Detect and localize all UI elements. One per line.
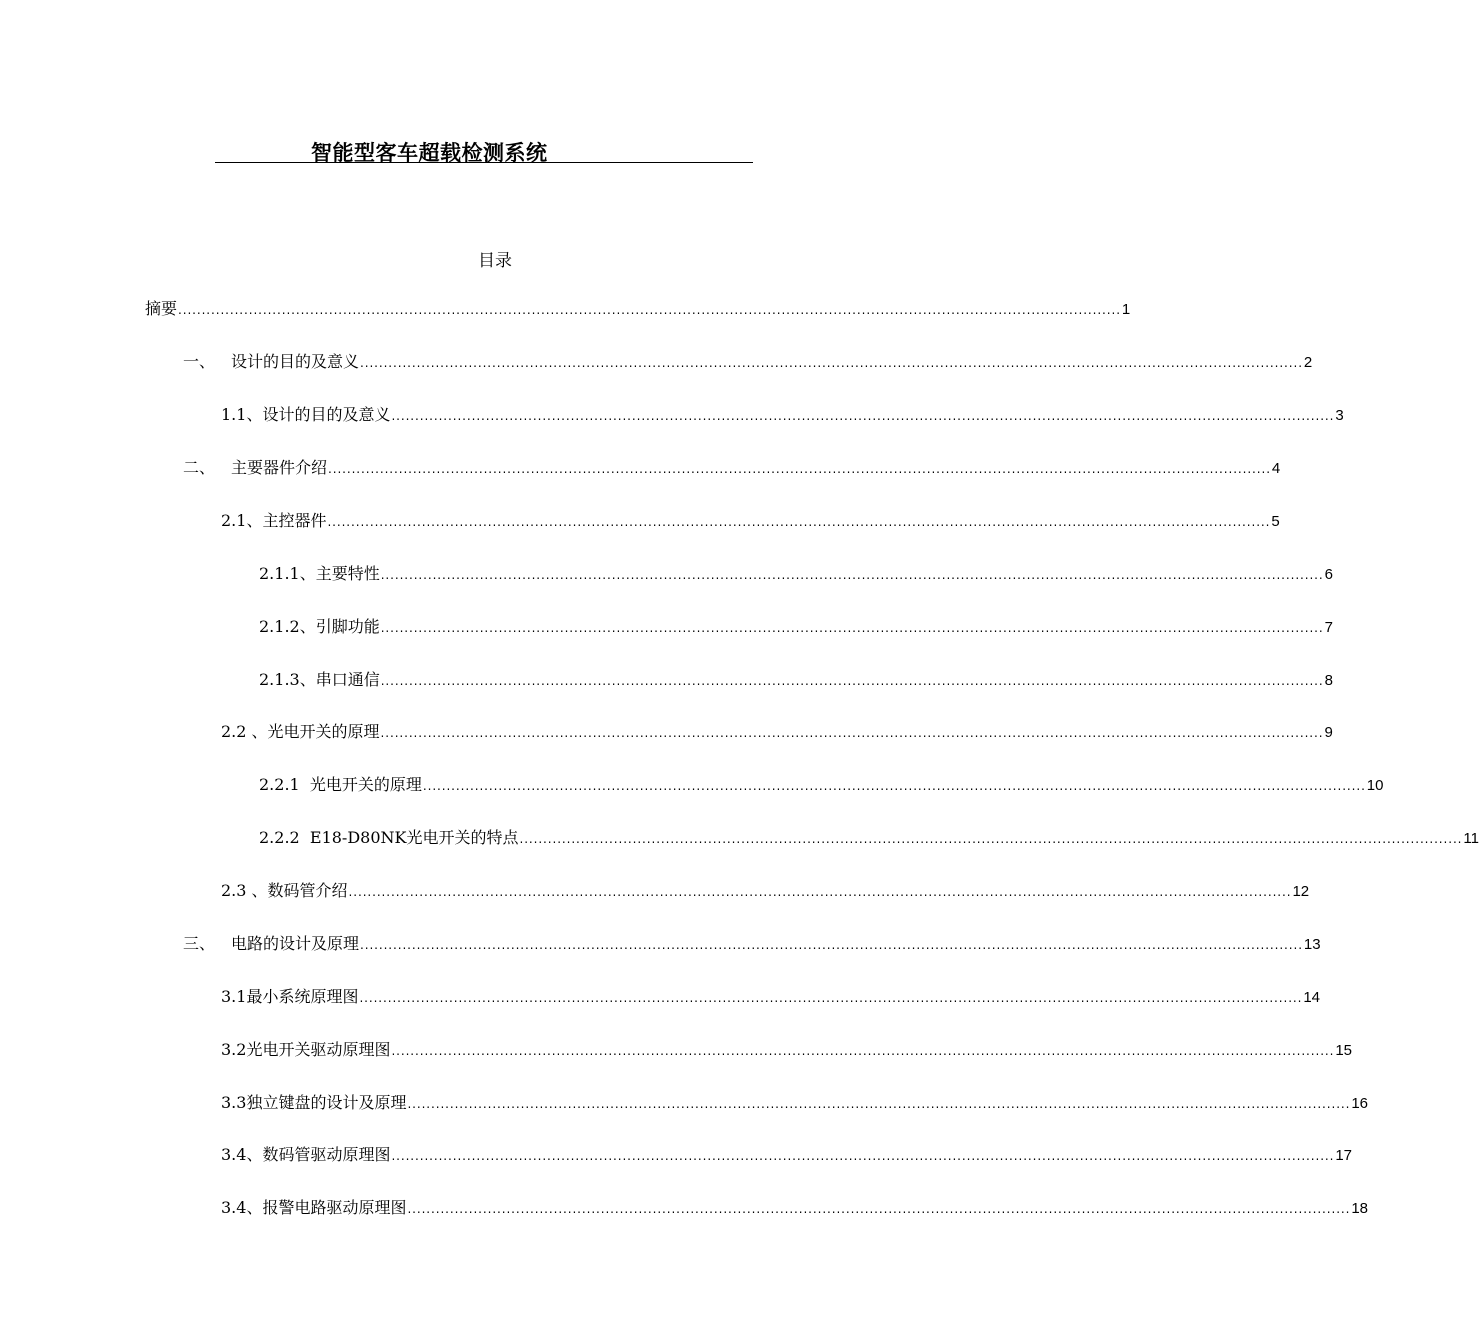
toc-leader-dots: ........................................................................................................................................................................................................ xyxy=(178,303,1121,317)
toc-page-number: 2 xyxy=(1303,354,1313,371)
toc-entry-2-1-1[interactable] xyxy=(259,563,1333,585)
toc-entry-1-1[interactable] xyxy=(221,404,1344,426)
toc-label: 2.1.1、主要特性 xyxy=(259,564,380,583)
toc-label: 2.1、主控器件 xyxy=(221,511,327,530)
toc-entry-chapter-3[interactable] xyxy=(183,933,1321,955)
toc-page-number: 5 xyxy=(1271,513,1280,530)
toc-heading: 目录 xyxy=(478,251,512,271)
toc-page-number: 10 xyxy=(1366,777,1384,794)
toc-entry-2-1-3[interactable] xyxy=(259,669,1333,691)
toc-label: 2.3 、数码管介绍 xyxy=(221,881,348,900)
toc-label: 2.1.2、引脚功能 xyxy=(259,617,380,636)
toc-label: 3.4、数码管驱动原理图 xyxy=(221,1145,391,1164)
toc-page-number: 8 xyxy=(1324,672,1333,689)
toc-page-number: 7 xyxy=(1324,619,1333,636)
toc-entry-3-2[interactable] xyxy=(221,1039,1353,1061)
toc-label: 3.4、报警电路驱动原理图 xyxy=(221,1198,407,1217)
toc-page-number: 17 xyxy=(1335,1147,1353,1164)
toc-entry-2-1-2[interactable] xyxy=(259,616,1333,638)
toc-leader-dots: ........................................................................................................................................................................................................ xyxy=(407,1097,1351,1111)
toc-page-number: 3 xyxy=(1335,407,1344,424)
toc-label xyxy=(183,457,327,479)
toc-leader-dots: ........................................................................................................................................................................................................ xyxy=(360,938,1303,952)
toc-entry-3-3[interactable] xyxy=(221,1092,1369,1114)
toc-page-number: 1 xyxy=(1121,301,1131,318)
toc-entry-abstract[interactable] xyxy=(145,298,1131,320)
toc-page-number: 4 xyxy=(1271,460,1281,477)
toc-leader-dots: ........................................................................................................................................................................................................ xyxy=(348,885,1292,899)
toc-label-text: 主要器件介绍 xyxy=(231,458,328,477)
toc-entry-2-2-2[interactable] xyxy=(259,827,1479,849)
toc-label: 2.2 、光电开关的原理 xyxy=(221,722,380,741)
toc-entry-2-2-1[interactable] xyxy=(259,774,1384,796)
toc-leader-dots: ........................................................................................................................................................................................................ xyxy=(360,356,1303,370)
toc-label: 2.2.1 光电开关的原理 xyxy=(259,775,422,794)
toc-leader-dots: ........................................................................................................................................................................................................ xyxy=(359,991,1303,1005)
toc-leader-dots: ........................................................................................................................................................................................................ xyxy=(327,515,1271,529)
toc-leader-dots: ........................................................................................................................................................................................................ xyxy=(422,779,1366,793)
toc-entry-3-5[interactable] xyxy=(221,1197,1369,1219)
toc-label: 摘要 xyxy=(145,299,178,318)
toc-page-number: 18 xyxy=(1351,1200,1369,1217)
toc-page-number: 12 xyxy=(1292,883,1310,900)
toc-leader-dots: ........................................................................................................................................................................................................ xyxy=(407,1202,1351,1216)
toc-leader-dots: ........................................................................................................................................................................................................ xyxy=(380,568,1324,582)
toc-page-number: 6 xyxy=(1324,566,1333,583)
toc-chapter-number: 三、 xyxy=(183,934,216,953)
toc-leader-dots: ........................................................................................................................................................................................................ xyxy=(328,462,1271,476)
toc-label: 3.1最小系统原理图 xyxy=(221,987,359,1006)
toc-entry-2-1[interactable] xyxy=(221,510,1280,532)
toc-entry-2-2[interactable] xyxy=(221,721,1333,743)
toc-entry-2-3[interactable] xyxy=(221,880,1310,902)
toc-chapter-number: 二、 xyxy=(183,458,216,477)
toc-label xyxy=(183,351,359,373)
toc-leader-dots: ........................................................................................................................................................................................................ xyxy=(380,621,1324,635)
toc-label: 2.1.3、串口通信 xyxy=(259,670,380,689)
toc-entry-chapter-1[interactable] xyxy=(183,351,1313,373)
toc-leader-dots: ........................................................................................................................................................................................................ xyxy=(380,674,1324,688)
toc-label: 2.2.2 E18-D80NK光电开关的特点 xyxy=(259,828,519,847)
toc-page-number: 13 xyxy=(1303,936,1321,953)
toc-leader-dots: ........................................................................................................................................................................................................ xyxy=(391,409,1335,423)
toc-page-number: 11 xyxy=(1463,830,1479,847)
toc-chapter-number: 一、 xyxy=(183,352,216,371)
title-underline xyxy=(215,131,753,163)
toc-leader-dots: ........................................................................................................................................................................................................ xyxy=(391,1149,1335,1163)
toc-label-text: 设计的目的及意义 xyxy=(231,352,360,371)
toc-label: 1.1、设计的目的及意义 xyxy=(221,405,391,424)
toc-entry-3-4[interactable] xyxy=(221,1144,1353,1166)
toc-label: 3.3独立键盘的设计及原理 xyxy=(221,1093,407,1112)
toc-leader-dots: ........................................................................................................................................................................................................ xyxy=(519,832,1463,846)
toc-entry-chapter-2[interactable] xyxy=(183,457,1281,479)
toc-leader-dots: ........................................................................................................................................................................................................ xyxy=(391,1044,1335,1058)
document-title: 智能型客车超载检测系统 xyxy=(311,141,548,165)
toc-page-number: 9 xyxy=(1324,724,1333,741)
toc-page-number: 14 xyxy=(1303,989,1321,1006)
toc-leader-dots: ........................................................................................................................................................................................................ xyxy=(380,726,1324,740)
toc-label-text: 电路的设计及原理 xyxy=(231,934,360,953)
toc-label: 3.2光电开关驱动原理图 xyxy=(221,1040,391,1059)
toc-label xyxy=(183,933,359,955)
toc-entry-3-1[interactable] xyxy=(221,986,1321,1008)
toc-page-number: 15 xyxy=(1335,1042,1353,1059)
toc-page-number: 16 xyxy=(1351,1095,1369,1112)
